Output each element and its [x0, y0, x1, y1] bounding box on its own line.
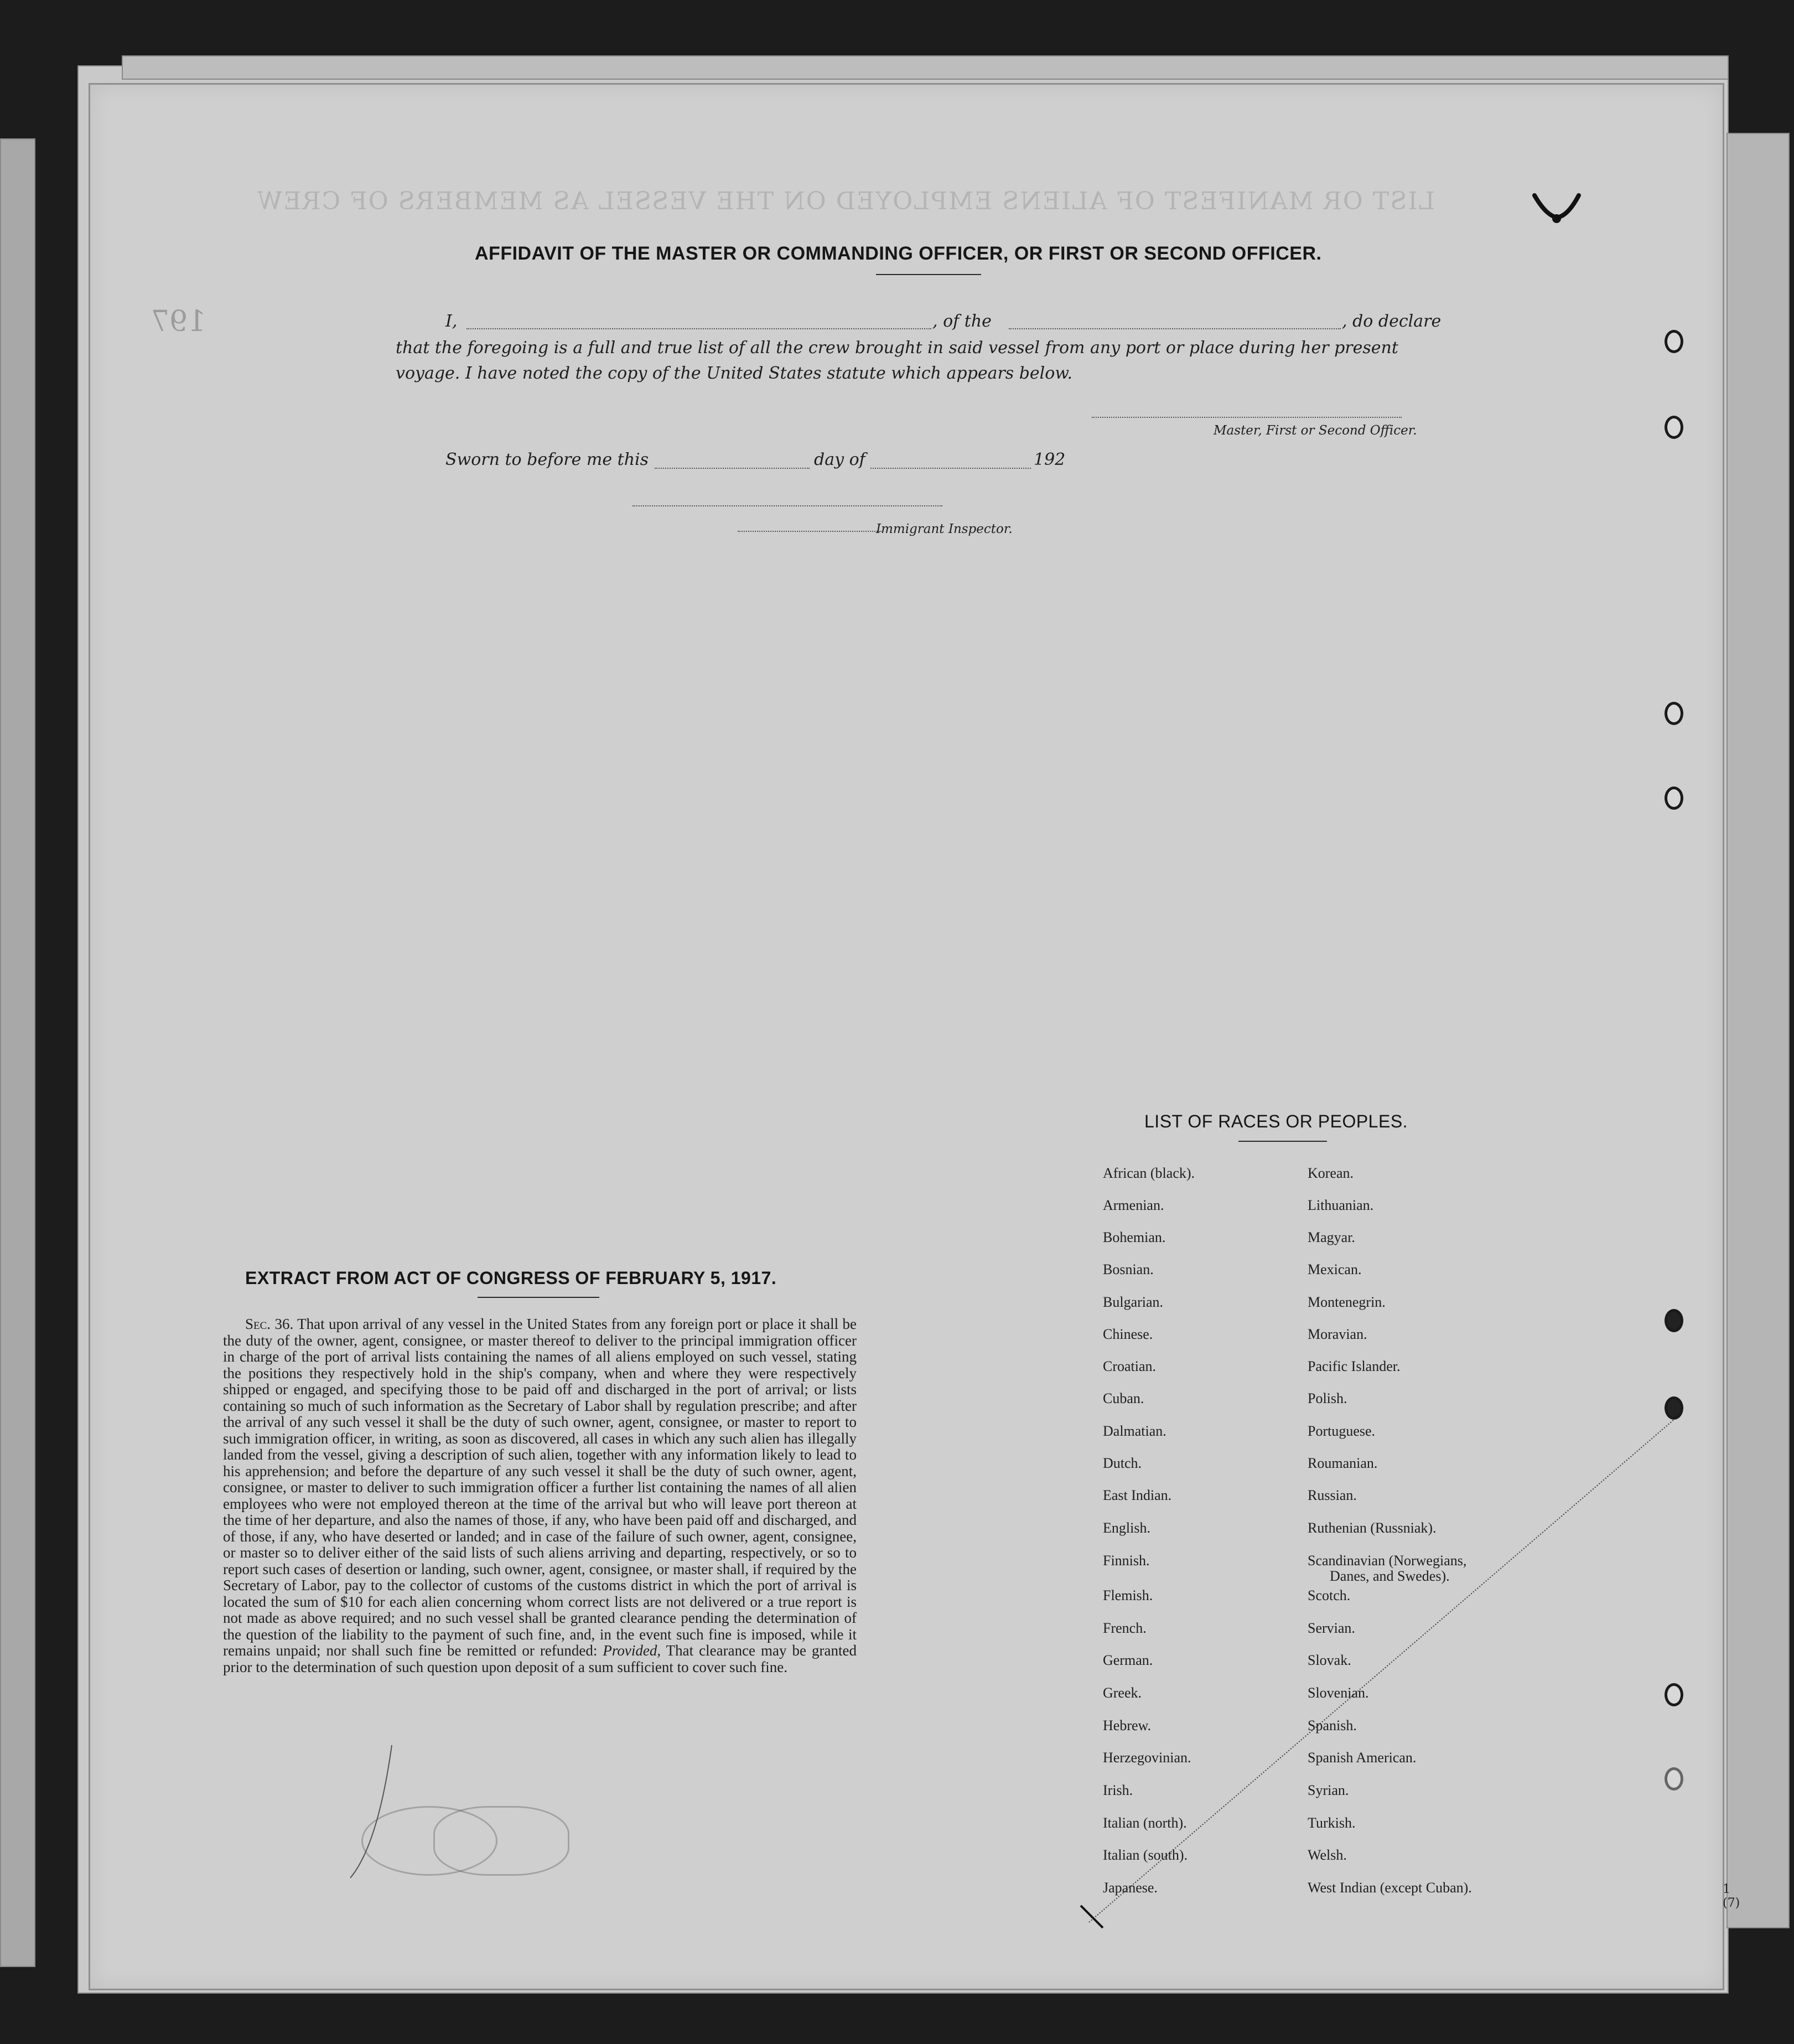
- affidavit-line-2: that the foregoing is a full and true list of all the crew brought in said vessel from any port or place during her present: [396, 338, 1398, 358]
- race-left-16: Greek.: [1103, 1685, 1142, 1701]
- race-right-18: Spanish American.: [1308, 1750, 1417, 1766]
- races-title: LIST OF RACES OR PEOPLES.: [1144, 1111, 1408, 1131]
- race-right-8: Portuguese.: [1308, 1423, 1376, 1439]
- race-right-11: Ruthenian (Russniak).: [1308, 1520, 1437, 1536]
- provided-label: Provided,: [603, 1642, 661, 1659]
- race-left-1: Armenian.: [1103, 1197, 1164, 1213]
- affidavit-i: I,: [445, 312, 458, 331]
- race-left-9: Dutch.: [1103, 1455, 1142, 1471]
- back-sheet: [122, 55, 1729, 80]
- race-right-15: Slovak.: [1308, 1652, 1351, 1668]
- race-left-22: Japanese.: [1103, 1880, 1158, 1896]
- punch-hole-icon: [1665, 702, 1683, 725]
- sworn-year: 192: [1034, 450, 1066, 469]
- race-right-1: Lithuanian.: [1308, 1197, 1374, 1213]
- race-left-2: Bohemian.: [1103, 1229, 1166, 1245]
- race-left-7: Cuban.: [1103, 1390, 1144, 1406]
- race-right-4: Montenegrin.: [1308, 1294, 1386, 1310]
- race-left-3: Bosnian.: [1103, 1261, 1154, 1277]
- race-left-11: English.: [1103, 1520, 1150, 1536]
- punch-hole-icon: [1665, 1396, 1683, 1420]
- race-right-10: Russian.: [1308, 1487, 1357, 1503]
- race-right-2: Magyar.: [1308, 1229, 1355, 1245]
- manifest-page: [89, 83, 1740, 1990]
- section-text: That upon arrival of any vessel in the United States from any foreign port or place it shall be the duty of the owner, agent, consignee, or master thereof to deliver to the principal immigration officer in charge of the port of arrival lists containing the names of all aliens employed on such vessel, stating the positions they respectively hold in the ship's company, when and where they were respectively shipped or engaged, and specifying those to be paid off and discharged in the port of arrival; or lists containing so much of such information as the Secretary of Labor shall by regulation prescribe; and after the arrival of any such vessel it shall be the duty of such owner, agent, consignee, or master to report to such immigration officer, in writing, as soon as discovered, all cases in which any such alien has illegally landed from the vessel, giving a description of such alien, together with any information likely to lead to his apprehension; and before the departure of any such vessel it shall be the duty of such owner, agent, consignee, or master to deliver to such immigration officer a further list containing the names of all alien employees who were not employed thereon at the time of the arrival but who will leave port thereon at the time of her departure, and also the names of those, if any, who have been paid off and discharged, and of those, if any, who have deserted or landed; and in case of the failure of such owner, agent, consignee, or master so to deliver either of the said lists of such aliens arriving and departing, respectively, or so to report such cases of desertion or landing, such owner, agent, consignee, or master shall, if required by the Secretary of Labor, pay to the collector of customs of the customs district in which the port of arrival is located the sum of $10 for each alien concerning whom correct lists are not delivered or a true report is not made as above required; and no such vessel shall be granted clearance pending the determination of the question of the liability to the payment of such fine, and, in the event such fine is imposed, while it remains unpaid; nor shall such fine be remitted or refunded:: [223, 1316, 857, 1659]
- race-left-12: Finnish.: [1103, 1553, 1150, 1569]
- affidavit-of-the: , of the: [932, 312, 992, 331]
- race-right-0: Korean.: [1308, 1165, 1354, 1181]
- punch-hole-icon: [1665, 1683, 1683, 1706]
- race-right-9: Roumanian.: [1308, 1455, 1378, 1471]
- race-left-5: Chinese.: [1103, 1326, 1153, 1342]
- race-left-13: Flemish.: [1103, 1587, 1153, 1603]
- race-right-6: Pacific Islander.: [1308, 1358, 1401, 1374]
- punch-hole-icon: [1665, 786, 1683, 810]
- race-right-19: Syrian.: [1308, 1782, 1349, 1798]
- section-label: Sec. 36.: [245, 1316, 294, 1332]
- right-underlying-sheet: [1726, 133, 1790, 1928]
- pencil-stroke: [90, 85, 1723, 1989]
- race-left-18: Herzegovinian.: [1103, 1750, 1191, 1766]
- sworn-prefix: Sworn to before me this: [445, 450, 649, 469]
- affidavit-line-3: voyage. I have noted the copy of the United States statute which appears below.: [396, 364, 1072, 383]
- margin-mark: 1 (7): [1723, 1882, 1740, 1910]
- race-left-6: Croatian.: [1103, 1358, 1157, 1374]
- punch-hole-icon: [1665, 416, 1683, 439]
- race-right-17: Spanish.: [1308, 1717, 1357, 1733]
- provided-text: That clearance may be granted prior to the determination of such question upon deposit of a sum sufficient to cover such fine.: [223, 1642, 857, 1675]
- race-left-15: German.: [1103, 1652, 1153, 1668]
- races-title-rule: [1238, 1141, 1327, 1142]
- left-underlying-sheet: [0, 138, 35, 1967]
- race-left-20: Italian (north).: [1103, 1815, 1187, 1831]
- race-right-21: Welsh.: [1308, 1847, 1347, 1863]
- race-left-4: Bulgarian.: [1103, 1294, 1164, 1310]
- race-right-12-cont: Danes, and Swedes).: [1330, 1568, 1450, 1584]
- race-right-13: Scotch.: [1308, 1587, 1351, 1603]
- race-left-10: East Indian.: [1103, 1487, 1172, 1503]
- sworn-day-of: day of: [814, 450, 865, 469]
- race-right-12: Scandinavian (Norwegians,: [1308, 1553, 1467, 1569]
- race-left-21: Italian (south).: [1103, 1847, 1188, 1863]
- race-right-7: Polish.: [1308, 1390, 1347, 1406]
- race-left-14: French.: [1103, 1620, 1147, 1636]
- race-right-5: Moravian.: [1308, 1326, 1367, 1342]
- punch-hole-icon: [1665, 1309, 1683, 1332]
- affidavit-do-declare: , do declare: [1342, 312, 1442, 331]
- race-left-8: Dalmatian.: [1103, 1423, 1166, 1439]
- race-right-14: Servian.: [1308, 1620, 1355, 1636]
- punch-hole-icon: [1665, 1767, 1683, 1791]
- extract-title: EXTRACT FROM ACT OF CONGRESS OF FEBRUARY 5, 1917.: [245, 1268, 777, 1288]
- race-left-19: Irish.: [1103, 1782, 1133, 1798]
- margin-number: 197: [151, 305, 206, 338]
- inspector-caption: Immigrant Inspector.: [876, 522, 1013, 536]
- affidavit-title: AFFIDAVIT OF THE MASTER OR COMMANDING OFFICER, OR FIRST OR SECOND OFFICER.: [475, 243, 1322, 264]
- signature-caption: Master, First or Second Officer.: [1214, 423, 1417, 438]
- punch-hole-icon: [1665, 330, 1683, 353]
- race-right-20: Turkish.: [1308, 1815, 1356, 1831]
- race-right-22: West Indian (except Cuban).: [1308, 1880, 1472, 1896]
- race-left-0: African (black).: [1103, 1165, 1195, 1181]
- race-left-17: Hebrew.: [1103, 1717, 1152, 1733]
- race-right-3: Mexican.: [1308, 1261, 1362, 1277]
- race-right-16: Slovenian.: [1308, 1685, 1369, 1701]
- bleed-through-heading: LIST OR MANIFEST OF ALIENS EMPLOYED ON THE VESSEL AS MEMBERS OF CREW: [256, 187, 1435, 215]
